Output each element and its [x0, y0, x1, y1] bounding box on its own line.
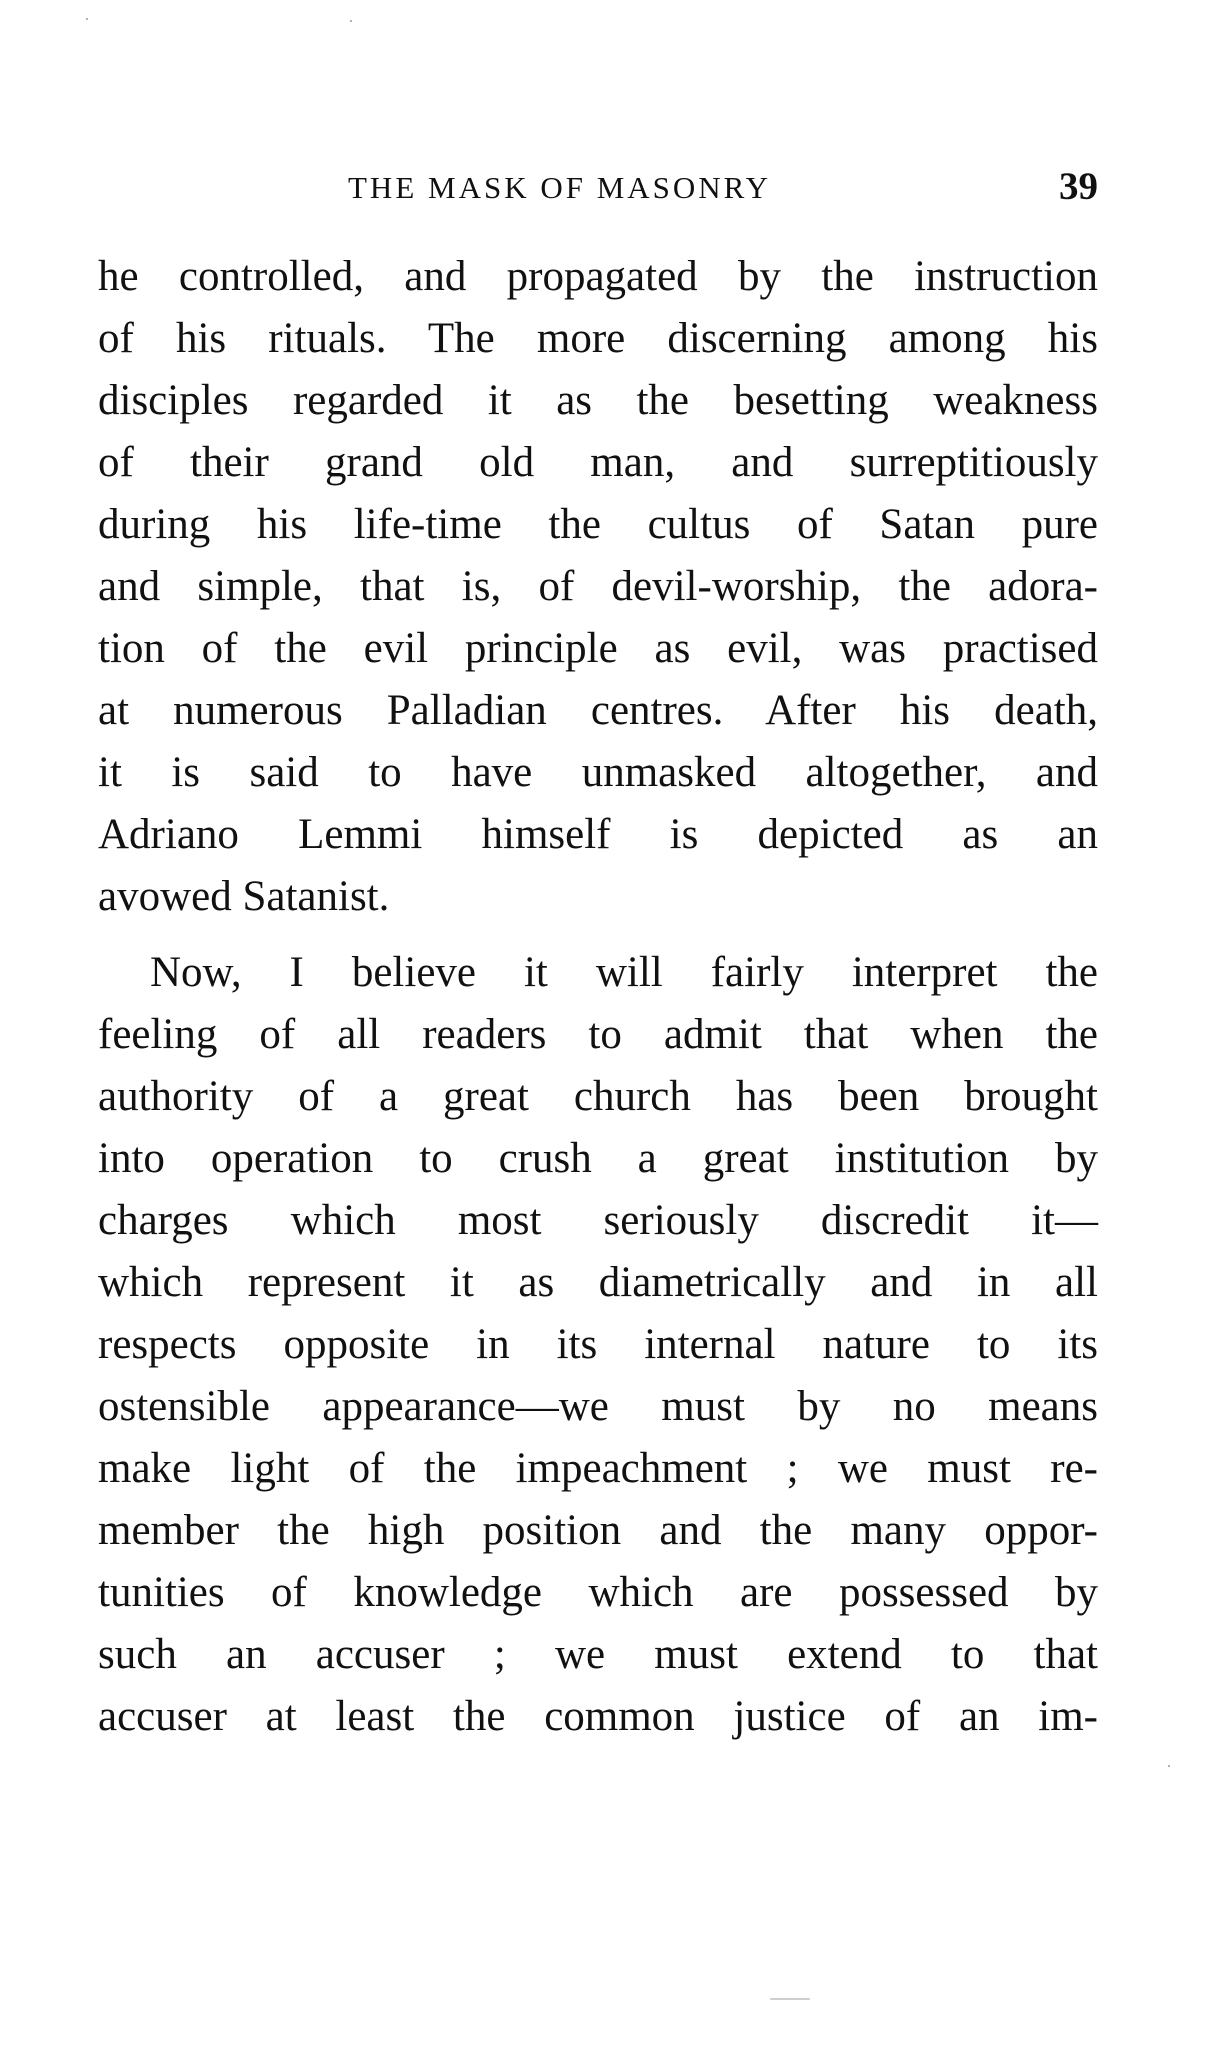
page-header [98, 164, 1098, 214]
running-title: THE MASK OF MASONRY [348, 170, 772, 205]
text-line: Adriano Lemmi himself is depicted as an [98, 811, 1098, 858]
text-line: ostensible appearance—we must by no means [98, 1383, 1098, 1430]
page-number: 39 [1059, 165, 1098, 208]
text-line: Now, I believe it will fairly interpret the [150, 949, 1098, 996]
text-line: he controlled, and propagated by the instruction [98, 253, 1098, 300]
text-line: which represent it as diametrically and in all [98, 1259, 1098, 1306]
paper-speck [350, 20, 352, 22]
text-line: respects opposite in its internal nature to its [98, 1321, 1098, 1368]
text-line: make light of the impeachment ; we must re- [98, 1445, 1098, 1492]
text-line: of their grand old man, and surreptitiously [98, 439, 1098, 486]
text-line: tion of the evil principle as evil, was practised [98, 625, 1098, 672]
text-line: such an accuser ; we must extend to that [98, 1631, 1098, 1678]
text-line: it is said to have unmasked altogether, and [98, 749, 1098, 796]
text-line: avowed Satanist. [98, 873, 390, 920]
text-line: tunities of knowledge which are possessed by [98, 1569, 1098, 1616]
text-line: member the high position and the many oppor- [98, 1507, 1098, 1554]
text-line: of his rituals. The more discerning among his [98, 315, 1098, 362]
text-line: charges which most seriously discredit it— [98, 1197, 1098, 1244]
paper-speck [86, 18, 88, 20]
text-line: accuser at least the common justice of an im- [98, 1693, 1098, 1740]
text-line: into operation to crush a great institution by [98, 1135, 1098, 1182]
text-line: authority of a great church has been brought [98, 1073, 1098, 1120]
text-line: feeling of all readers to admit that when the [98, 1011, 1098, 1058]
text-line: during his life-time the cultus of Satan pure [98, 501, 1098, 548]
text-line: and simple, that is, of devil-worship, the adora- [98, 563, 1098, 610]
paper-speck [1168, 1765, 1170, 1767]
paper-speck [770, 1998, 810, 2000]
text-line: at numerous Palladian centres. After his death, [98, 687, 1098, 734]
text-line: disciples regarded it as the besetting weakness [98, 377, 1098, 424]
